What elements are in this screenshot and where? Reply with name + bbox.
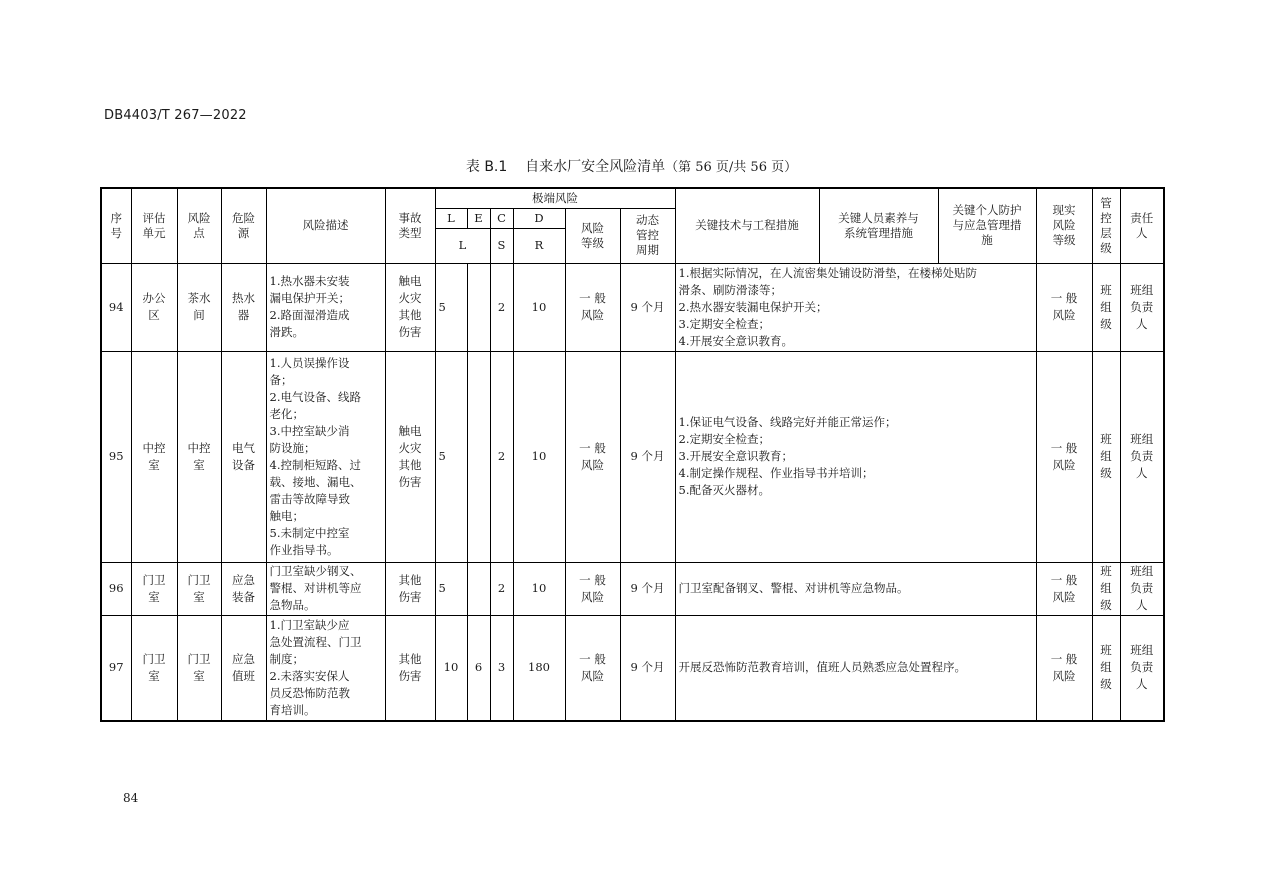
cell-seq: 95 xyxy=(101,351,131,562)
col-accident-type: 事故 类型 xyxy=(385,188,435,263)
cell-L: 5 xyxy=(435,351,467,562)
cell-control-level: 班 组 级 xyxy=(1092,562,1120,615)
cell-control-level: 班 组 级 xyxy=(1092,263,1120,351)
col-unit: 评估 单元 xyxy=(131,188,177,263)
cell-grade: 一 般 风险 xyxy=(565,562,620,615)
col-control-level: 管 控 层 级 xyxy=(1092,188,1120,263)
col-tech: 关键技术与工程措施 xyxy=(675,188,819,263)
cell-desc: 门卫室缺少钢叉、 警棍、对讲机等应 急物品。 xyxy=(266,562,385,615)
cell-grade: 一 般 风险 xyxy=(565,263,620,351)
standard-code: DB4403/T 267—2022 xyxy=(104,108,247,123)
cell-D: 10 xyxy=(513,351,565,562)
col-R: R xyxy=(513,228,565,263)
cell-desc: 1.人员误操作设 备； 2.电气设备、线路 老化； 3.中控室缺少消 防设施； 4.控制柜短路、过 载、接地、漏电、 雷击等故障导致 触电； 5.未制定中控室 作业指导书。 xyxy=(266,351,385,562)
cell-control-level: 班 组 级 xyxy=(1092,351,1120,562)
col-desc: 风险描述 xyxy=(266,188,385,263)
col-C: C xyxy=(490,208,513,228)
cell-owner: 班组 负责 人 xyxy=(1120,351,1164,562)
table-caption xyxy=(0,156,1263,176)
col-hazard: 危险 源 xyxy=(221,188,266,263)
cell-unit: 门卫 室 xyxy=(131,562,177,615)
cell-grade: 一 般 风险 xyxy=(565,351,620,562)
cell-grade: 一 般 风险 xyxy=(565,615,620,721)
cell-control-level: 班 组 级 xyxy=(1092,615,1120,721)
cell-point: 门卫 室 xyxy=(177,615,221,721)
col-D: D xyxy=(513,208,565,228)
cell-unit: 门卫 室 xyxy=(131,615,177,721)
cell-owner: 班组 负责 人 xyxy=(1120,615,1164,721)
cell-point: 门卫 室 xyxy=(177,562,221,615)
cell-seq: 97 xyxy=(101,615,131,721)
cell-real-grade: 一 般 风险 xyxy=(1036,562,1092,615)
cell-point: 茶水 间 xyxy=(177,263,221,351)
cell-hazard: 电气 设备 xyxy=(221,351,266,562)
table-row xyxy=(101,562,1164,615)
col-extreme-risk: 极端风险 xyxy=(435,188,675,208)
cell-owner: 班组 负责 人 xyxy=(1120,263,1164,351)
cell-E: 6 xyxy=(467,615,490,721)
cell-period: 9 个月 xyxy=(620,263,675,351)
col-ppe: 关键个人防护 与应急管理措 施 xyxy=(938,188,1036,263)
table-row xyxy=(101,351,1164,562)
cell-C: 2 xyxy=(490,562,513,615)
cell-accident-type: 触电 火灾 其他 伤害 xyxy=(385,263,435,351)
cell-owner: 班组 负责 人 xyxy=(1120,562,1164,615)
cell-seq: 94 xyxy=(101,263,131,351)
cell-real-grade: 一 般 风险 xyxy=(1036,615,1092,721)
table-row xyxy=(101,263,1164,351)
cell-C: 3 xyxy=(490,615,513,721)
caption-label: 表 B.1 xyxy=(465,159,508,175)
cell-desc: 1.热水器未安装 漏电保护开关； 2.路面湿滑造成 滑跌。 xyxy=(266,263,385,351)
risk-table xyxy=(100,187,1165,722)
col-L2: L xyxy=(435,228,490,263)
cell-real-grade: 一 般 风险 xyxy=(1036,263,1092,351)
col-S: S xyxy=(490,228,513,263)
col-grade: 风险 等级 xyxy=(565,208,620,263)
cell-E xyxy=(467,562,490,615)
cell-tech: 1.保证电气设备、线路完好并能正常运作； 2.定期安全检查； 3.开展安全意识教育； 4.制定操作规程、作业指导书并培训； 5.配备灭火器材。 xyxy=(675,351,1036,562)
cell-tech: 门卫室配备钢叉、警棍、对讲机等应急物品。 xyxy=(675,562,1036,615)
cell-tech: 开展反恐怖防范教育培训，值班人员熟悉应急处置程序。 xyxy=(675,615,1036,721)
col-L: L xyxy=(435,208,467,228)
cell-hazard: 热水 器 xyxy=(221,263,266,351)
cell-L: 10 xyxy=(435,615,467,721)
cell-C: 2 xyxy=(490,351,513,562)
table-row xyxy=(101,615,1164,721)
cell-C: 2 xyxy=(490,263,513,351)
cell-hazard: 应急 值班 xyxy=(221,615,266,721)
cell-real-grade: 一 般 风险 xyxy=(1036,351,1092,562)
cell-E xyxy=(467,263,490,351)
col-real-grade: 现实 风险 等级 xyxy=(1036,188,1092,263)
cell-accident-type: 其他 伤害 xyxy=(385,562,435,615)
cell-E xyxy=(467,351,490,562)
col-E: E xyxy=(467,208,490,228)
page-number: 84 xyxy=(123,791,139,805)
cell-seq: 96 xyxy=(101,562,131,615)
cell-period: 9 个月 xyxy=(620,351,675,562)
cell-L: 5 xyxy=(435,263,467,351)
cell-D: 10 xyxy=(513,562,565,615)
col-point: 风险 点 xyxy=(177,188,221,263)
caption-title: 自来水厂安全风险清单 xyxy=(525,159,666,175)
cell-accident-type: 其他 伤害 xyxy=(385,615,435,721)
cell-period: 9 个月 xyxy=(620,562,675,615)
col-period: 动态 管控 周期 xyxy=(620,208,675,263)
cell-period: 9 个月 xyxy=(620,615,675,721)
cell-L: 5 xyxy=(435,562,467,615)
cell-D: 10 xyxy=(513,263,565,351)
cell-hazard: 应急 装备 xyxy=(221,562,266,615)
cell-point: 中控 室 xyxy=(177,351,221,562)
cell-tech: 1.根据实际情况，在人流密集处铺设防滑垫，在楼梯处贴防 滑条、刷防滑漆等； 2.热水器安装漏电保护开关； 3.定期安全检查； 4.开展安全意识教育。 xyxy=(675,263,1036,351)
col-seq: 序 号 xyxy=(101,188,131,263)
caption-suffix: （第 56 页/共 56 页） xyxy=(665,160,798,175)
cell-D: 180 xyxy=(513,615,565,721)
col-staff: 关键人员素养与 系统管理措施 xyxy=(819,188,938,263)
cell-desc: 1.门卫室缺少应 急处置流程、门卫 制度； 2.未落实安保人 员反恐怖防范教 育培训。 xyxy=(266,615,385,721)
col-owner: 责任 人 xyxy=(1120,188,1164,263)
cell-accident-type: 触电 火灾 其他 伤害 xyxy=(385,351,435,562)
cell-unit: 中控 室 xyxy=(131,351,177,562)
cell-unit: 办公 区 xyxy=(131,263,177,351)
